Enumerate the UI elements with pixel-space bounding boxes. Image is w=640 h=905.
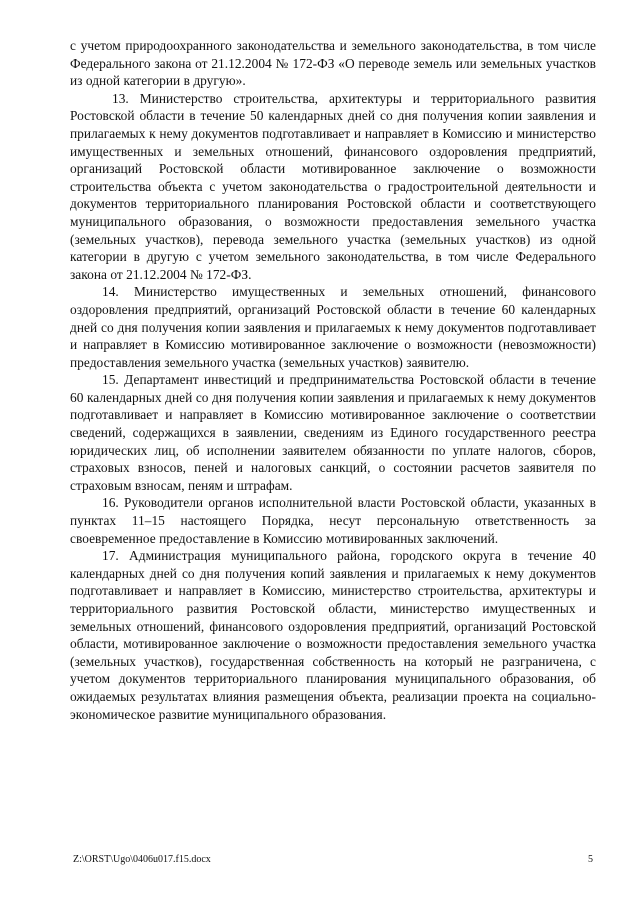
paragraph-item-13: 13. Министерство строительства, архитектуры и территориального развития Ростовской области в течение 50 календарных дней со дня получения копии заявления и прилагаемых к нему документов подготавливает и направляет в Комиссию и министерство имущественных и земельных отношений, финансового оздоровления предприятий, организаций Ростовской области мотивированное заключение о возможности строительства объекта с учетом законодательства о градостроительной деятельности и документов территориального планирования Ростовской области и соответствующего муниципального образования, о возможности предоставления земельного участка (земельных участков), перевода земельного участка (земельных участков) из одной категории в другую с учетом земельного законодательства, в том числе Федерального закона от 21.12.2004 № 172-ФЗ. <box>70 90 596 282</box>
paragraph-continuation: с учетом природоохранного законодательства и земельного законодательства, в том числе Федерального закона от 21.12.2004 № 172-ФЗ «О переводе земель или земельных участков из одной категории в другую». <box>70 38 596 89</box>
document-body <box>70 37 596 723</box>
paragraph-item-16: 16. Руководители органов исполнительной власти Ростовской области, указанных в пунктах 11–15 настоящего Порядка, несут персональную ответственность за своевременное предоставление в Комиссию мотивированных заключений. <box>70 495 596 546</box>
footer-file-path: Z:\ORST\Ugo\0406u017.f15.docx <box>73 854 211 865</box>
paragraph-item-15: 15. Департамент инвестиций и предпринимательства Ростовской области в течение 60 календарных дней со дня получения копии заявления и прилагаемых к нему документов подготавливает и направляет в Комиссию мотивированное заключение о соответствии сведений, содержащихся в заявлении, сведениям из Единого государственного реестра юридических лиц, об исполнении заявителем обязанности по уплате налогов, сборов, страховых взносов, пеней и налоговых санкций, о состоянии расчетов заявителя по страховым взносам, пеням и штрафам. <box>70 372 596 493</box>
paragraph-item-14: 14. Министерство имущественных и земельных отношений, финансового оздоровления предприятий, организаций Ростовской области в течение 60 календарных дней со дня получения копии заявления и прилагаемых к нему документов подготавливает и направляет в Комиссию мотивированное заключение о возможности (невозможности) предоставления земельного участка (земельных участков) заявителю. <box>70 284 596 370</box>
paragraph-item-17: 17. Администрация муниципального района, городского округа в течение 40 календарных дней со дня получения копий заявления и прилагаемых к нему документов подготавливает и направляет в Комиссию, министерство строительства, архитектуры и территориального развития Ростовской области, министерство имущественных и земельных отношений, финансового оздоровления предприятий, организаций Ростовской области, мотивированное заключение о возможности предоставления земельного участка (земельных участков), государственная собственность на который не разграничена, с учетом документов территориального планирования муниципального образования, об ожидаемых результатах влияния размещения объекта, реализации проекта на социально-экономическое развитие муниципального образования. <box>70 548 596 722</box>
footer-page-number: 5 <box>588 854 593 865</box>
